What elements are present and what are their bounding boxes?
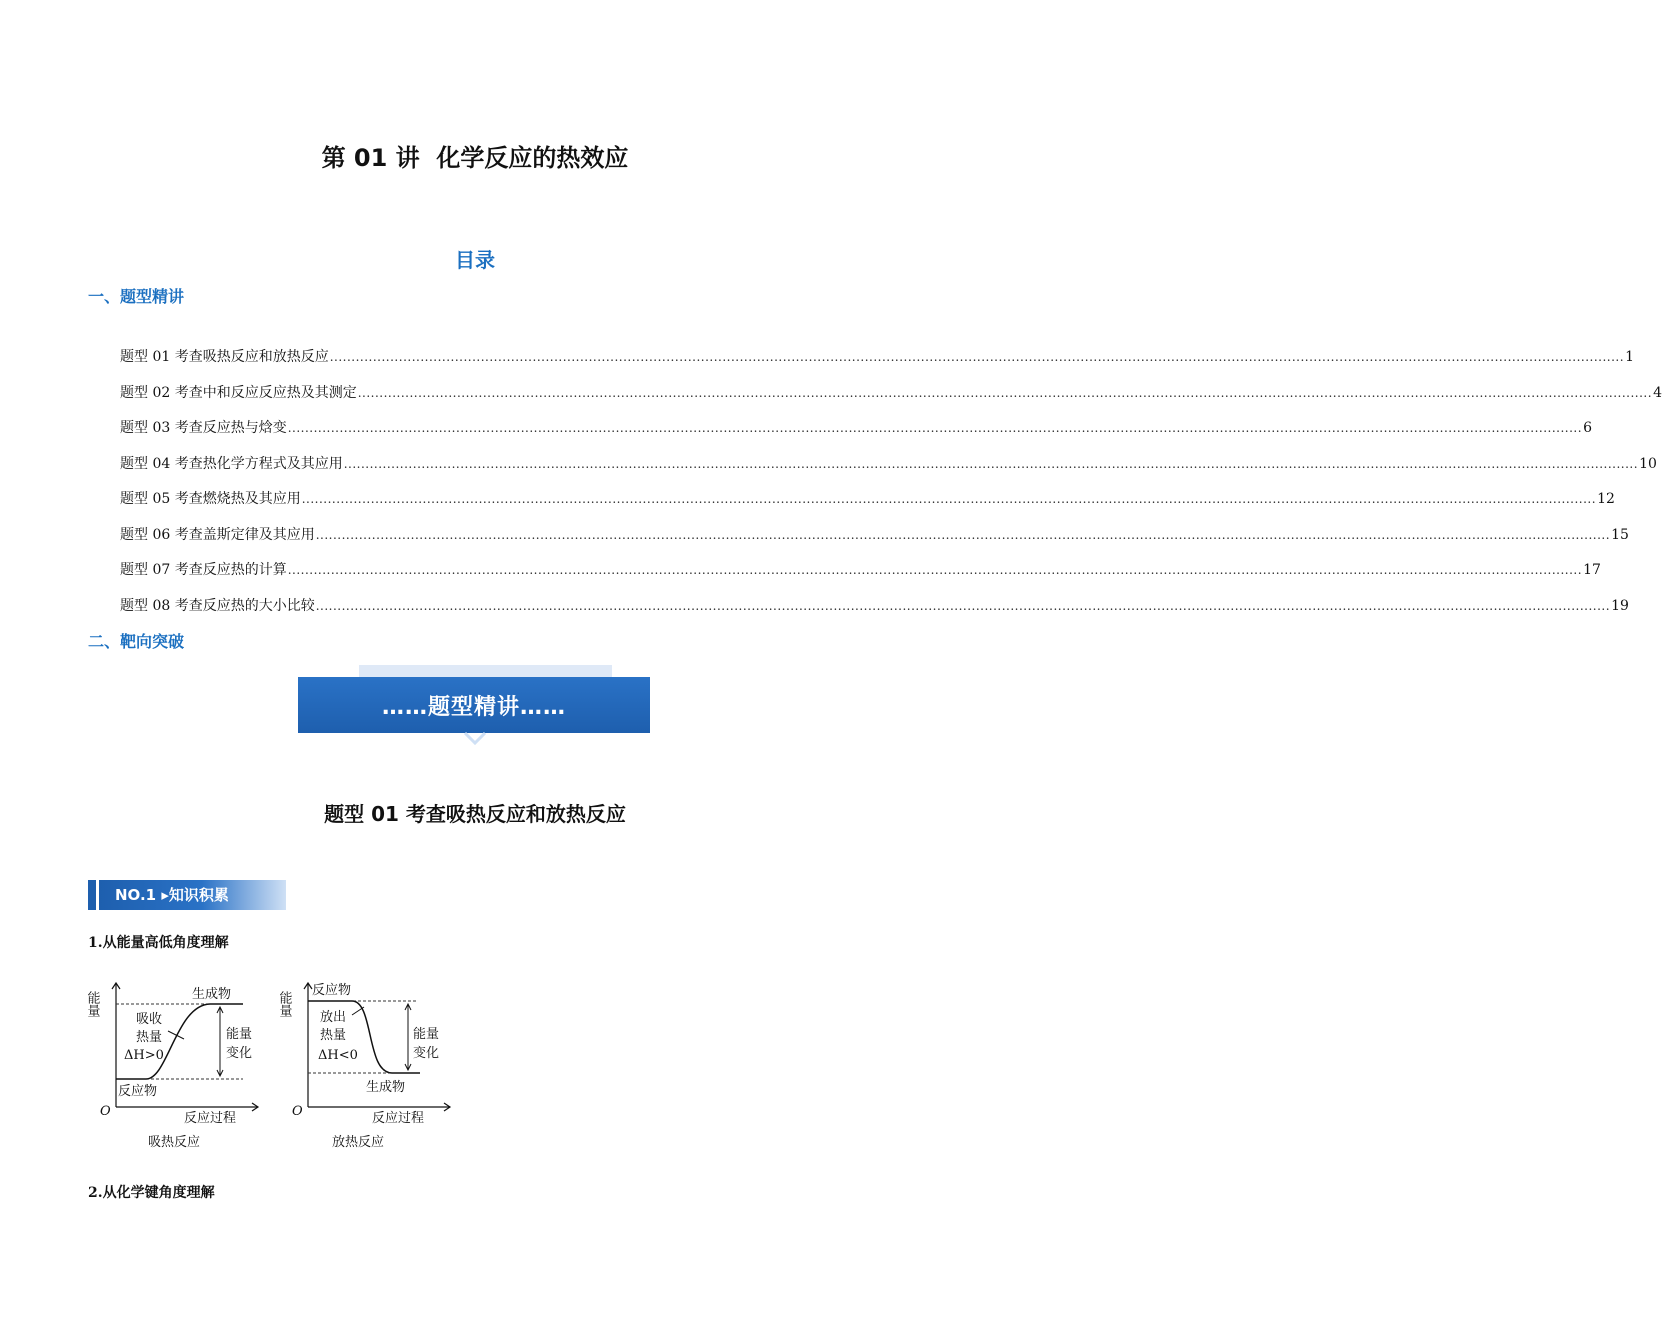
- toc-item-label: 题型 08 考查反应热的大小比较: [120, 597, 315, 614]
- release-label-2b: 热量: [320, 1028, 347, 1043]
- toc-item-label: 题型 07 考查反应热的计算: [120, 562, 287, 578]
- page-title: 第 01 讲 化学反应的热效应: [321, 144, 629, 172]
- toc-leader-dots: ............................................................................................................................................................................................................................................................................................................: [301, 492, 1597, 506]
- toc-item-page: 17: [1583, 562, 1601, 578]
- dh-label-1: ΔH>0: [124, 1048, 164, 1063]
- toc-leader-dots: ............................................................................................................................................................................................................................................................................................................: [287, 563, 1583, 577]
- change-label-2a: 能量: [413, 1027, 440, 1042]
- absorb-label-1b: 热量: [136, 1030, 163, 1045]
- toc-item-label: 题型 01 考查吸热反应和放热反应: [120, 349, 329, 365]
- toc-item[interactable]: [120, 488, 1615, 510]
- y-label-1: 能量: [84, 991, 100, 1017]
- toc-item[interactable]: [120, 559, 1601, 581]
- section-banner: ……题型精讲……: [298, 677, 650, 733]
- x-label-2: 反应过程: [372, 1111, 425, 1126]
- toc-item-label: 题型 02 考查中和反应反应热及其测定: [120, 384, 357, 401]
- toc-leader-dots: ............................................................................................................................................................................................................................................................................................................: [357, 385, 1653, 400]
- y-label-2: 能量: [276, 991, 292, 1017]
- change-label-1a: 能量: [226, 1027, 253, 1042]
- reactant-label-2: 反应物: [312, 983, 352, 998]
- point-2: 2.从化学键角度理解: [88, 1185, 215, 1201]
- toc-leader-dots: ............................................................................................................................................................................................................................................................................................................: [315, 527, 1611, 542]
- badge-label: NO.1 ▸知识积累: [99, 880, 286, 910]
- release-label-2a: 放出: [320, 1010, 347, 1025]
- toc-leader-dots: ............................................................................................................................................................................................................................................................................................................: [315, 598, 1611, 613]
- endothermic-diagram: [84, 975, 268, 1155]
- toc-item-page: 12: [1597, 491, 1615, 507]
- toc-section-1[interactable]: 一、题型精讲: [88, 287, 185, 306]
- toc-heading: 目录: [455, 248, 495, 272]
- origin-1: O: [100, 1104, 111, 1119]
- x-label-1: 反应过程: [184, 1111, 237, 1126]
- toc-item[interactable]: [120, 595, 1629, 617]
- badge-bar: [88, 880, 96, 910]
- product-label-1: 生成物: [192, 987, 232, 1002]
- toc-item-label: 题型 04 考查热化学方程式及其应用: [120, 455, 343, 472]
- toc-item[interactable]: [120, 417, 1592, 439]
- toc-leader-dots: ............................................................................................................................................................................................................................................................................................................: [329, 350, 1625, 364]
- origin-2: O: [292, 1104, 303, 1119]
- toc-item-page: 10: [1639, 455, 1657, 472]
- caption-2: 放热反应: [332, 1135, 385, 1150]
- toc-item-page: 15: [1611, 526, 1629, 543]
- caption-1: 吸热反应: [148, 1135, 201, 1150]
- toc-item[interactable]: [120, 346, 1634, 368]
- change-label-2b: 变化: [413, 1046, 440, 1061]
- toc-leader-dots: ............................................................................................................................................................................................................................................................................................................: [287, 421, 1583, 435]
- chevron-down-icon: [462, 730, 488, 748]
- toc-leader-dots: ............................................................................................................................................................................................................................................................................................................: [343, 456, 1639, 471]
- toc-item[interactable]: [120, 453, 1657, 475]
- reactant-label-1: 反应物: [118, 1084, 158, 1099]
- dh-label-2: ΔH<0: [318, 1048, 358, 1063]
- knowledge-badge: [88, 880, 286, 910]
- toc-section-2[interactable]: 二、靶向突破: [88, 632, 185, 651]
- toc-item-page: 19: [1611, 597, 1629, 614]
- exothermic-diagram: [276, 975, 460, 1155]
- toc-item-page: 4: [1653, 384, 1662, 401]
- toc-item[interactable]: [120, 382, 1662, 404]
- product-label-2: 生成物: [366, 1080, 406, 1095]
- toc-item-label: 题型 03 考查反应热与焓变: [120, 420, 287, 436]
- toc-item-label: 题型 06 考查盖斯定律及其应用: [120, 526, 315, 543]
- absorb-label-1a: 吸收: [136, 1012, 163, 1027]
- section-title: 题型 01 考查吸热反应和放热反应: [324, 802, 626, 826]
- change-label-1b: 变化: [226, 1046, 253, 1061]
- toc-item-label: 题型 05 考查燃烧热及其应用: [120, 491, 301, 507]
- point-1: 1.从能量高低角度理解: [88, 935, 229, 951]
- toc-item[interactable]: [120, 524, 1629, 546]
- toc-item-page: 1: [1625, 349, 1634, 365]
- toc-item-page: 6: [1583, 420, 1592, 436]
